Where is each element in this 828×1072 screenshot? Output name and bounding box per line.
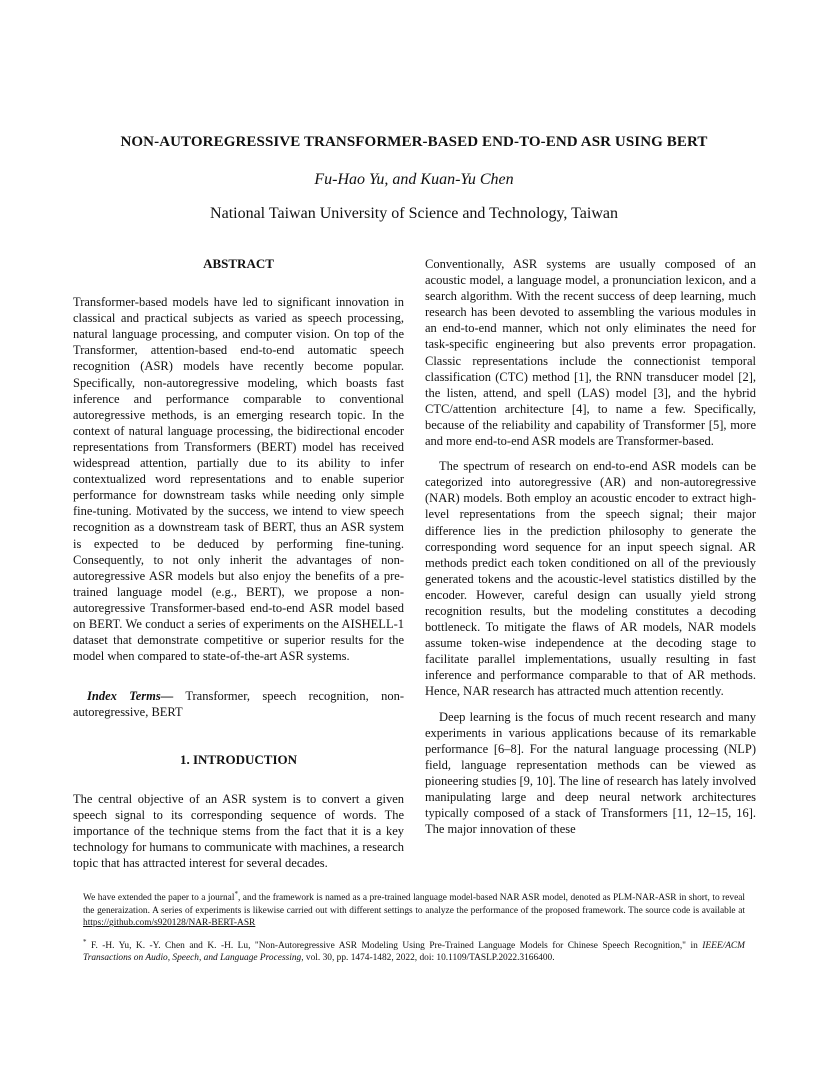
index-terms [73, 688, 404, 720]
extension-note [83, 892, 745, 930]
index-terms-text: Transformer, speech recognition, non-autoregressive, BERT [73, 689, 404, 720]
journal-reference [83, 937, 745, 965]
introduction-heading: 1. INTRODUCTION [179, 752, 297, 768]
paper-affiliation: National Taiwan University of Science and Technology, Taiwan [210, 205, 618, 222]
reference-text: F. -H. Yu, K. -Y. Chen and K. -H. Lu, "Non-Autoregressive ASR Modeling Using Pre-Trained Language Models for Chinese Speech Recognition," in [86, 940, 703, 951]
extension-note-text-cont: , and the framework is named as a pre-trained language model-based NAR ASR model, denoted as PLM-NAR-ASR in short, to reveal the generaization. A series of experiments is likewise carried out with different settings to analyze the performance of the proposed framework. The source code is available at [83, 893, 746, 916]
reference-marker: * [83, 937, 87, 946]
index-terms-lead: Index Terms— [87, 689, 174, 704]
left-column [73, 256, 404, 871]
paper-authors: Fu-Hao Yu, and Kuan-Yu Chen [314, 171, 514, 188]
right-column [425, 256, 756, 837]
reference-tail: , vol. 30, pp. 1474-1482, 2022, doi: 10.1109/TASLP.2022.3166400. [301, 953, 555, 964]
intro-paragraph-1: The central objective of an ASR system is to convert a given speech signal to its corresponding sequence of words. The importance of the technique stems from the fact that it is a key technology for humans to communicate with machines, a research topic that has attracted interest for several decades. [73, 791, 404, 870]
intro-paragraph-4: Deep learning is the focus of much recent research and many experiments in various applications because of its remarkable performance [6–8]. For the natural language processing (NLP) field, language representation methods can be viewed as pioneering studies [9, 10]. The line of research has lately involved manipulating large and deep neural network architectures typically composed of a stack of Transformers [11, 12–15, 16]. The major innovation of these [425, 709, 756, 837]
intro-paragraph-2: Conventionally, ASR systems are usually composed of an acoustic model, a language model, a pronunciation lexicon, and a search algorithm. With the recent success of deep learning, much research has been devoted to assembling the various modules in an end-to-end manner, which not only eliminates the need for task-specific engineering but also prevents error propagation. Classic representations include the connectionist temporal classification (CTC) method [1], the RNN transducer model [2], the listen, attend, and spell (LAS) model [3], and the hybrid CTC/attention architecture [4], to name a few. Specifically, because of the reliability and capability of Transformer [5], more and more end-to-end ASR models are Transformer-based. [425, 257, 756, 449]
footnote-block [83, 892, 745, 965]
footnote-marker: * [234, 890, 238, 898]
reference-journal: IEEE/ACM Transactions on Audio, Speech, and Language Processing [83, 940, 745, 964]
extension-note-text: We have extended the paper to a journal [83, 893, 235, 903]
abstract-text: Transformer-based models have led to significant innovation in classical and practical subjects as varied as speech processing, natural language processing, and computer vision. On top of the Transformer, attention-based end-to-end automatic speech recognition (ASR) models have recently become popular. Specifically, non-autoregressive modeling, which boasts fast inference and performance comparable to conventional autoregressive methods, is an emerging research topic. In the context of natural language processing, the bidirectional encoder representations from Transformers (BERT) model has received widespread attention, partially due to its ability to infer contextualized word representations and to enable superior performance for downstream tasks while needing only simple fine-tuning. Motivated by the success, we intend to view speech recognition as a downstream task of BERT, thus an ASR system is expected to be deduced by performing fine-tuning. Consequently, to not only inherit the advantages of non-autoregressive ASR models but also enjoy the benefits of a pre-trained language model (e.g., BERT), we propose a non-autoregressive Transformer-based end-to-end ASR model based on BERT. We conduct a series of experiments on the AISHELL-1 dataset that demonstrate competitive or superior results for the model when compared to state-of-the-art ASR systems. [73, 295, 404, 664]
abstract-heading: ABSTRACT [203, 256, 274, 271]
source-code-link[interactable]: https://github.com/s920128/NAR-BERT-ASR [83, 918, 256, 929]
intro-paragraph-3: The spectrum of research on end-to-end ASR models can be categorized into autoregressive (AR) and non-autoregressive (NAR) models. Both employ an acoustic encoder to extract high-level representations from the speech signal; their major difference lies in the prediction philosophy to generate the corresponding word sequence for an input speech signal. AR methods predict each token conditioned on all of the previously generated tokens and the acoustic-level statistics distilled by the encoder. However, careful design can usually yield strong recognition results, but the modeling constitutes a decoding bottleneck. To mitigate the flaws of AR models, NAR models assume token-wise independence at the decoding stage to facilitate parallel implementations, usually resulting in fast inference and performance comparable to that of AR methods. Hence, NAR research has attracted much attention recently. [425, 459, 756, 699]
paper-title: NON-AUTOREGRESSIVE TRANSFORMER-BASED END-TO-END ASR USING BERT [120, 134, 708, 150]
